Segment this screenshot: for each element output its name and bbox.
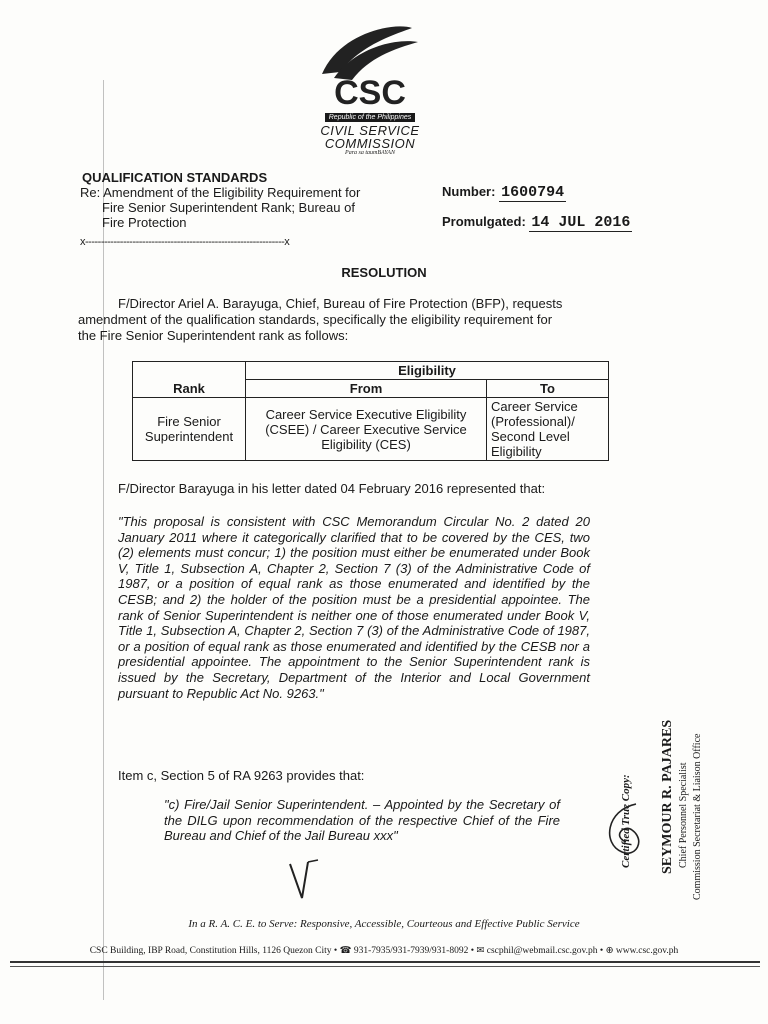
quote-bfp-letter: "This proposal is consistent with CSC Memorandum Circular No. 2 dated 20 January 2011 where it categorically clarified that to be covered by the CES, two (2) elements must concur; 1) the position must either be enumerated under Book V, Title 1, Subsection A, Chapter 2, Section 7 (3) of the Administrative Code of 1987, or a position of equal rank as those enumerated and identified by the CESB; and 2) the holder of the position must be a presidential appointee. The rank of Senior Superintendent is neither one of those enumerated under Book V, Title 1, Subsection A, Chapter 2, Section 7 (3) of the Administrative Code of 1987, or a position of equal rank as those enumerated and identified by the CESB nor a presidential appointee. The appointment to the Senior Superintendent rank is issued by the Secretary, Department of the Interior and Local Government pursuant to Republic Act No. 9263." bbox=[118, 514, 590, 701]
promulgated-label: Promulgated: bbox=[442, 214, 526, 229]
footer-rule-thin bbox=[10, 966, 760, 967]
cell-to: Career Service (Professional)/ Second Level Eligibility bbox=[487, 398, 609, 461]
intro-line-3: the Fire Senior Superintendent rank as follows: bbox=[78, 328, 349, 343]
certifier-name: SEYMOUR R. PAJARES bbox=[660, 719, 675, 874]
promulgated-value: 14 JUL 2016 bbox=[531, 214, 631, 231]
intro-paragraph bbox=[78, 296, 688, 344]
subject-block bbox=[80, 185, 420, 230]
subject-line-2: Fire Senior Superintendent Rank; Bureau of bbox=[102, 200, 355, 215]
quote-ra-9263: "c) Fire/Jail Senior Superintendent. – Appointed by the Secretary of the DILG upon recommendation of the respective Chief of the Fire Bureau and Chief of the Jail Bureau xxx" bbox=[164, 797, 560, 844]
header-divider: x---------------------------------------------------------------x bbox=[80, 236, 290, 248]
republic-label: Republic of the Philippines bbox=[325, 113, 416, 122]
signature-mark bbox=[596, 796, 656, 862]
footer-motto: In a R. A. C. E. to Serve: Responsive, Accessible, Courteous and Effective Public Service bbox=[188, 918, 580, 930]
certified-true-copy-label: Certified True Copy: bbox=[620, 774, 632, 868]
footer-rule bbox=[10, 961, 760, 963]
letter-intro: F/Director Barayuga in his letter dated 04 February 2016 represented that: bbox=[118, 481, 546, 496]
footer-contact: CSC Building, IBP Road, Constitution Hills, 1126 Quezon City • ☎ 931-7935/931-7939/931-8092 • ✉ csc​phil@webmail.csc.gov.ph • ⊕ www.csc.gov.ph bbox=[89, 946, 679, 956]
initials-mark bbox=[284, 858, 324, 904]
intro-line-2: amendment of the qualification standards, specifically the eligibility requirement for bbox=[78, 312, 553, 327]
agency-block bbox=[300, 106, 440, 156]
col-rank-header: Rank bbox=[133, 362, 246, 398]
certifier-office: Commission Secretariat & Liaison Office bbox=[692, 733, 703, 900]
agency-name-2: COMMISSION bbox=[324, 136, 416, 151]
csc-acronym: CSC bbox=[334, 74, 406, 112]
cell-from: Career Service Executive Eligibility (CSEE) / Career Executive Service Eligibility (CES) bbox=[246, 398, 487, 461]
item-intro: Item c, Section 5 of RA 9263 provides that: bbox=[118, 768, 365, 783]
number-label: Number: bbox=[442, 184, 496, 199]
cell-rank: Fire Senior Superintendent bbox=[133, 398, 246, 461]
subject-line-3: Fire Protection bbox=[102, 215, 187, 230]
col-to-header: To bbox=[487, 380, 609, 398]
certifier-title: Chief Personnel Specialist bbox=[678, 762, 689, 868]
agency-name-1: CIVIL SERVICE bbox=[320, 123, 420, 138]
table-row bbox=[133, 398, 609, 461]
number-value: 1600794 bbox=[501, 184, 565, 201]
document-title: QUALIFICATION STANDARDS bbox=[82, 170, 268, 185]
intro-line-1: F/Director Ariel A. Barayuga, Chief, Bureau of Fire Protection (BFP), requests bbox=[118, 296, 563, 311]
col-eligibility-header: Eligibility bbox=[246, 362, 609, 380]
agency-tagline: Para sa taumBAYAN bbox=[345, 150, 395, 156]
resolution-heading: RESOLUTION bbox=[341, 265, 427, 280]
number-row bbox=[442, 184, 566, 201]
col-from-header: From bbox=[246, 380, 487, 398]
eligibility-table bbox=[132, 361, 609, 461]
subject-line-1: Re: Amendment of the Eligibility Requirement for bbox=[80, 185, 361, 200]
promulgated-row bbox=[442, 214, 632, 231]
